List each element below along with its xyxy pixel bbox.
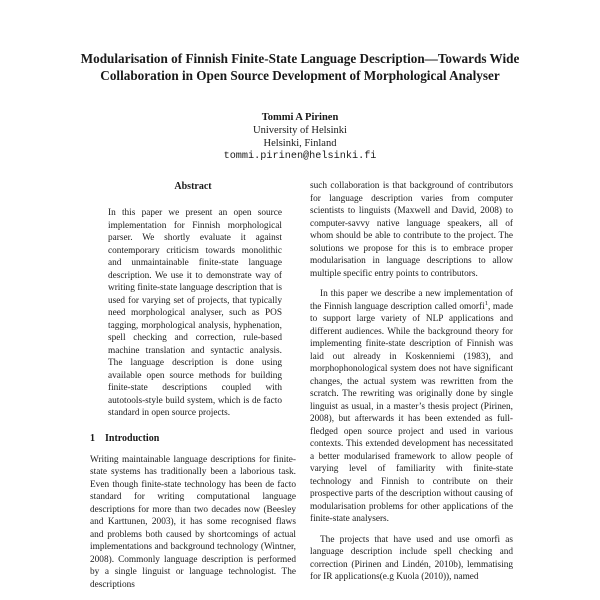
author-affiliation: University of Helsinki [253, 125, 347, 136]
right-paragraph-2 [310, 288, 513, 526]
right-paragraph-2-start: In this paper we describe a new implementation of the Finnish language description called omorfi [310, 289, 513, 312]
introduction-paragraph: Writing maintainable language descriptions for finite-state systems has traditionally been a laborious task. Even though finite-state technology has been de facto standard for writing computational language descriptions for more than two decades now (Beesley and Karttunen, 2003), it has some recognised flaws and problems both caused by shortcomings of actual implementations and background technology (Wintner, 2008). Commonly language description is performed by a single linguist or language technologist. The descriptions [90, 454, 296, 590]
author-location: Helsinki, Finland [263, 138, 337, 149]
right-paragraph-2-rest: , made to support large variety of NLP applications and different audiences. While the background theory for implementing finite-state description of Finnish was laid out already in Koskenniemi (1983), and morphophonological system does not have significant changes, the actual system was rewritten from the scratch. The rewriting was originally done by single linguist as usual, in a master’s thesis project (Pirinen, 2008), but afterwards it has been extended as full-fledged open source project and used in various contexts. This extended development has necessitated a better modularised framework to allow people of varying level of familiarity with finite-state technology and Finnish to contribute on their prospective parts of the description without causing of modularisation problems for other applications of the finite-state analysers. [310, 301, 514, 524]
section-title: Introduction [105, 432, 160, 444]
right-column [310, 180, 513, 584]
paper-title: Modularisation of Finnish Finite-State Language Description—Towards Wide Collaboration in Open Source Development of Morphological Analyser [80, 51, 520, 83]
author-name: Tommi A Pirinen [261, 112, 339, 123]
right-paragraph-3: The projects that have used and use omorfi as language description include spell checking and correction (Pirinen and Lindén, 2010b), lemmatising for IR applications(e.g Kuola (2010)), named [310, 534, 513, 582]
section-number: 1 [90, 432, 95, 444]
author-email[interactable]: tommi.pirinen@helsinki.fi [223, 151, 377, 162]
author-block [150, 111, 450, 163]
footnote-marker[interactable]: 1 [484, 299, 488, 307]
right-paragraph-1: such collaboration is that background of contributors for language description varies from computer scientists to linguists (Maxwell and David, 2008) to computer-savvy native language speakers, all of whom should be able to contribute to the project. The solutions we propose for this is to embrace proper modularisation in language descriptions to allow multiple specific entry points to contributors. [310, 181, 513, 279]
left-column [90, 180, 296, 591]
section-heading-introduction [90, 432, 296, 445]
abstract-text: In this paper we present an open source implementation for Finnish morphological parser. We shortly evaluate it against contemporary criticism towards monolithic and unmaintainable finite-state language description. We use it to demonstrate way of writing finite-state language description that is used for varying set of projects, that typically need morphological analyser, such as POS tagging, morphological analysis, hyphenation, spell checking and correction, rule-based machine translation and syntactic analysis. The language description is done using available open source methods for building finite-state descriptions coupled with autotools-style build system, which is de facto standard in open source projects. [108, 208, 282, 418]
abstract-heading: Abstract [174, 181, 212, 192]
